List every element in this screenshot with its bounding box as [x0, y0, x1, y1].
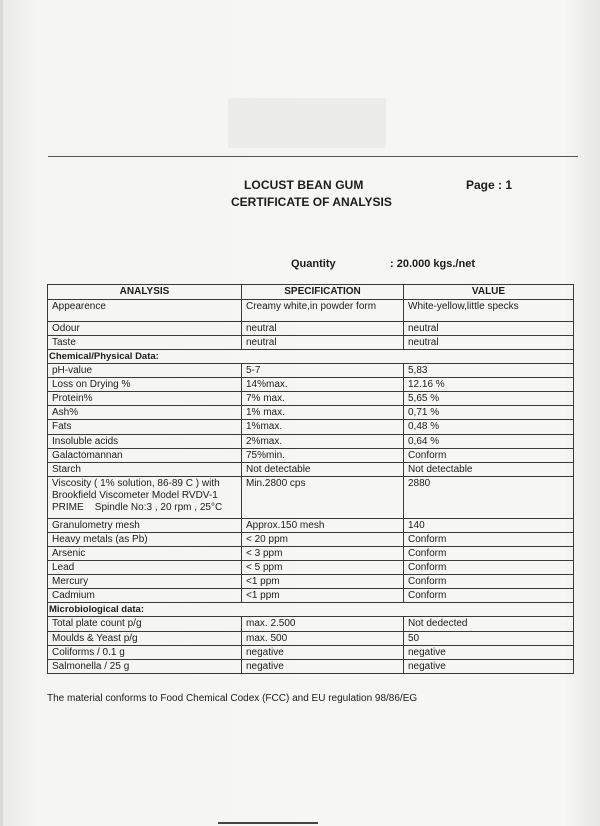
spec-cell: Not detectable	[242, 463, 404, 477]
document-subtitle: CERTIFICATE OF ANALYSIS	[231, 195, 392, 209]
spec-cell: <1 ppm	[242, 575, 404, 589]
table-row	[48, 547, 574, 561]
value-cell: Conform	[404, 561, 574, 575]
value-cell: White-yellow,little specks	[404, 300, 574, 322]
column-header-value: VALUE	[404, 285, 574, 300]
analysis-cell: Odour	[48, 322, 242, 336]
analysis-cell: Protein%	[48, 392, 242, 406]
analysis-cell: Total plate count p/g	[48, 617, 242, 632]
column-header-analysis: ANALYSIS	[48, 285, 242, 300]
value-cell: 0,71 %	[404, 406, 574, 420]
value-cell: Conform	[404, 575, 574, 589]
table-row	[48, 435, 574, 449]
value-cell: Conform	[404, 547, 574, 561]
value-cell: negative	[404, 660, 574, 674]
table-row	[48, 561, 574, 575]
analysis-cell: Starch	[48, 463, 242, 477]
table-row	[48, 449, 574, 463]
table-row	[48, 646, 574, 660]
viscosity-line-2: Brookfield Viscometer Model RVDV-1	[52, 490, 218, 501]
table-row	[48, 420, 574, 435]
spec-cell: < 3 ppm	[242, 547, 404, 561]
spec-cell: 1% max.	[242, 406, 404, 420]
table-row	[48, 519, 574, 533]
spec-cell: 14%max.	[242, 378, 404, 392]
value-cell: 0,64 %	[404, 435, 574, 449]
analysis-cell: Heavy metals (as Pb)	[48, 533, 242, 547]
conformity-statement: The material conforms to Food Chemical Codex (FCC) and EU regulation 98/86/EG	[47, 693, 418, 704]
section-heading-microbiological: Microbiological data:	[48, 603, 574, 617]
value-cell: 2880	[404, 477, 574, 519]
analysis-cell: Coliforms / 0.1 g	[48, 646, 242, 660]
header-rule	[48, 156, 578, 157]
faded-letterhead	[228, 98, 386, 148]
spec-cell: neutral	[242, 336, 404, 350]
spec-cell: Creamy white,in powder form	[242, 300, 404, 322]
analysis-cell: Moulds & Yeast p/g	[48, 632, 242, 646]
analysis-cell: Insoluble acids	[48, 435, 242, 449]
section-row	[48, 350, 574, 364]
analysis-cell: Ash%	[48, 406, 242, 420]
analysis-cell: Galactomannan	[48, 449, 242, 463]
value-cell: 0,48 %	[404, 420, 574, 435]
value-cell: negative	[404, 646, 574, 660]
value-cell: 5,65 %	[404, 392, 574, 406]
quantity-label: Quantity	[291, 258, 336, 270]
analysis-cell: Granulometry mesh	[48, 519, 242, 533]
value-cell: neutral	[404, 322, 574, 336]
spec-cell: < 5 ppm	[242, 561, 404, 575]
viscosity-line-3: PRIME Spindle No:3 , 20 rpm , 25°C	[52, 502, 223, 513]
spec-cell: neutral	[242, 322, 404, 336]
analysis-cell: Cadmium	[48, 589, 242, 603]
table-row-viscosity	[48, 477, 574, 519]
spec-cell: negative	[242, 660, 404, 674]
table-row	[48, 378, 574, 392]
spec-cell: < 20 ppm	[242, 533, 404, 547]
analysis-cell: Loss on Drying %	[48, 378, 242, 392]
spec-cell: 7% max.	[242, 392, 404, 406]
value-cell: Conform	[404, 449, 574, 463]
spec-cell: 1%max.	[242, 420, 404, 435]
value-cell: 50	[404, 632, 574, 646]
table-row	[48, 336, 574, 350]
value-cell: neutral	[404, 336, 574, 350]
scan-left-edge	[0, 0, 3, 826]
table-row	[48, 589, 574, 603]
value-cell: Conform	[404, 533, 574, 547]
analysis-cell: Lead	[48, 561, 242, 575]
table-row	[48, 406, 574, 420]
value-cell: Not detectable	[404, 463, 574, 477]
spec-cell: max. 2.500	[242, 617, 404, 632]
section-heading-chemical: Chemical/Physical Data:	[48, 350, 574, 364]
analysis-cell: Appearence	[48, 300, 242, 322]
value-cell: 12.16 %	[404, 378, 574, 392]
table-row	[48, 632, 574, 646]
column-header-specification: SPECIFICATION	[242, 285, 404, 300]
spec-cell: Approx.150 mesh	[242, 519, 404, 533]
table-row	[48, 322, 574, 336]
spec-cell: 2%max.	[242, 435, 404, 449]
spec-cell: 75%min.	[242, 449, 404, 463]
table-row	[48, 392, 574, 406]
document-title: LOCUST BEAN GUM	[244, 178, 364, 192]
table-row	[48, 575, 574, 589]
analysis-cell: Arsenic	[48, 547, 242, 561]
spec-cell: 5-7	[242, 364, 404, 378]
value-cell: 5,83	[404, 364, 574, 378]
analysis-cell: Taste	[48, 336, 242, 350]
value-cell: Not dedected	[404, 617, 574, 632]
analysis-cell: Mercury	[48, 575, 242, 589]
spec-cell: max. 500	[242, 632, 404, 646]
quantity-value: : 20.000 kgs./net	[390, 258, 475, 270]
page-number: Page : 1	[466, 178, 513, 192]
spec-cell: Min.2800 cps	[242, 477, 404, 519]
spec-cell: negative	[242, 646, 404, 660]
table-row	[48, 617, 574, 632]
analysis-cell: Salmonella / 25 g	[48, 660, 242, 674]
value-cell: Conform	[404, 589, 574, 603]
analysis-table	[47, 284, 574, 674]
table-row	[48, 463, 574, 477]
table-row	[48, 364, 574, 378]
analysis-cell	[48, 477, 242, 519]
table-header-row	[48, 285, 574, 300]
spec-cell: <1 ppm	[242, 589, 404, 603]
table-row	[48, 660, 574, 674]
bottom-edge-mark	[218, 822, 318, 824]
viscosity-line-1: Viscosity ( 1% solution, 86-89 C ) with	[52, 478, 220, 489]
section-row	[48, 603, 574, 617]
analysis-cell: pH-value	[48, 364, 242, 378]
table-row	[48, 300, 574, 322]
analysis-cell: Fats	[48, 420, 242, 435]
value-cell: 140	[404, 519, 574, 533]
table-row	[48, 533, 574, 547]
